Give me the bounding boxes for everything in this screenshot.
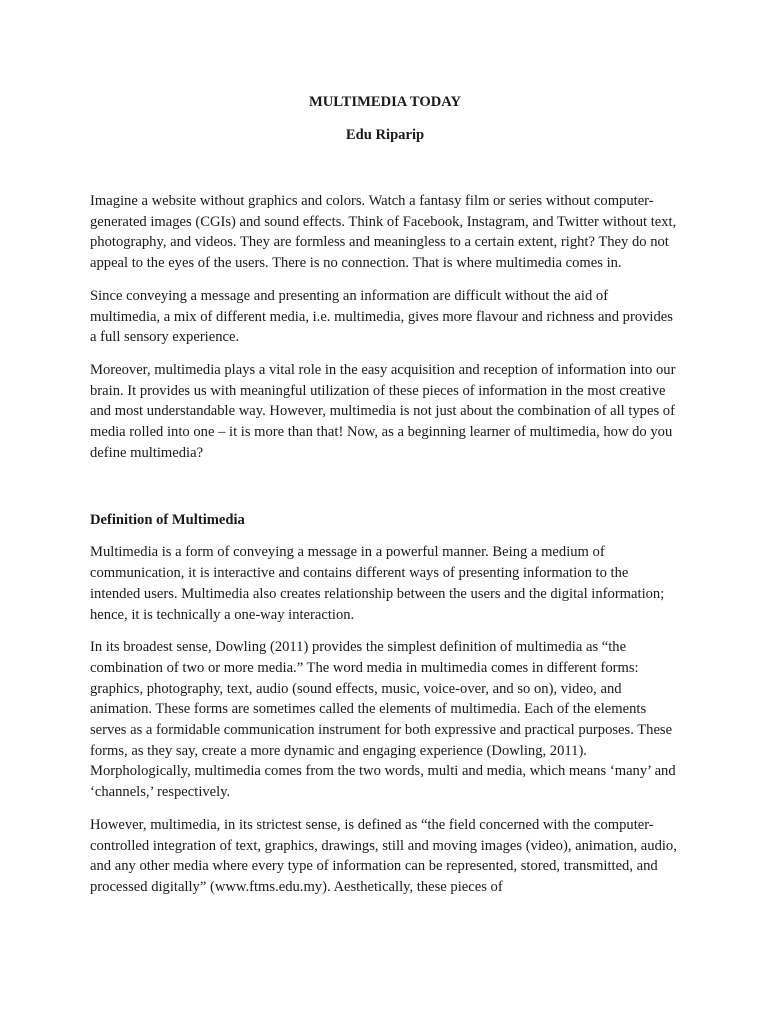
section-paragraph-1: Multimedia is a form of conveying a message in a powerful manner. Being a medium of communication, it is interactive and contains different ways of presenting information to the intended users. Multimedia also creates relationship between the users and the digital information; hence, it is technically a one-way interaction. (90, 544, 665, 623)
document-page (90, 92, 680, 898)
section-paragraph-3: However, multimedia, in its strictest sense, is defined as “the field concerned with the computer-controlled integration of text, graphics, drawings, still and moving images (video), animation, audio, and any other media where every type of information can be represented, stored, transmitted, and processed digitally” (www.ftms.edu.my). Aesthetically, these pieces of (90, 816, 677, 895)
document-title: MULTIMEDIA TODAY (308, 94, 462, 110)
intro-paragraph-3: Moreover, multimedia plays a vital role in the easy acquisition and reception of information into our brain. It provides us with meaningful utilization of these pieces of information in the most creative and most understandable way. However, multimedia is not just about the combination of all types of media rolled into one – it is more than that! Now, as a beginning learner of multimedia, how do you define multimedia? (90, 361, 676, 461)
document-author: Edu Riparip (345, 127, 425, 143)
section-paragraph-2: In its broadest sense, Dowling (2011) provides the simplest definition of multimedia as “the combination of two or more media.” The word media in multimedia comes in different forms: graphics, photography, text, audio (sound effects, music, voice-over, and so on), video, and animation. These forms are sometimes called the elements of multimedia. Each of the elements serves as a formidable communication instrument for both expressive and practical purposes. These forms, as they say, create a more dynamic and engaging experience (Dowling, 2011). Morphologically, multimedia comes from the two words, multi and media, which means ‘many’ and ‘channels,’ respectively. (90, 639, 676, 801)
section-heading: Definition of Multimedia (90, 512, 245, 529)
intro-paragraph-1: Imagine a website without graphics and colors. Watch a fantasy film or series without computer-generated images (CGIs) and sound effects. Think of Facebook, Instagram, and Twitter without text, photography, and videos. They are formless and meaningless to a certain extent, right? They do not appeal to the eyes of the users. There is no connection. That is where multimedia comes in. (90, 193, 677, 272)
intro-paragraph-2: Since conveying a message and presenting an information are difficult without the aid of multimedia, a mix of different media, i.e. multimedia, gives more flavour and richness and provides a full sensory experience. (90, 287, 673, 346)
